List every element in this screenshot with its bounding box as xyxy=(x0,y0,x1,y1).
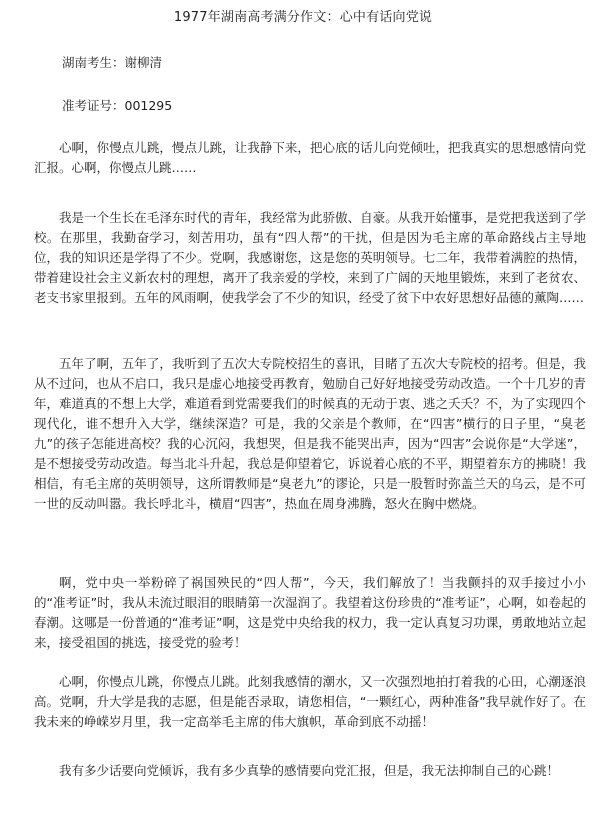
essay-paragraph: 心啊，你慢点儿跳，你慢点儿跳。此刻我感情的潮水，又一次强烈地拍打着我的心田，心潮逐浪高。党啊，升大学是我的志愿，但是能否录取，请您相信，“一颗红心，两种准备”我早就作好了。在我未来的峥嵘岁月里，我一定高举毛主席的伟大旗帜，革命到底不动摇！ xyxy=(34,674,586,729)
examinee-line: 湖南考生：谢柳清 xyxy=(62,55,163,70)
essay-paragraph: 五年了啊，五年了，我听到了五次大专院校招生的喜讯，目睹了五次大专院校的招考。但是，我从不过问，也从不启口，我只是虚心地接受再教育，勉励自己好好地接受劳动改造。一个十几岁的青年，难道真的不想上大学，难道看到党需要我们的时候真的无动于衷、逃之夭夭？不，为了实现四个现代化，谁不想升入大学，继续深造？可是，我的父亲是个教师，在“四害”横行的日子里，“臭老九”的孩子怎能进高校？我的心沉闷，我想哭，但是我不能哭出声，因为“四害”会说你是“大学迷”，是不想接受劳动改造。每当北斗升起，我总是仰望着它，诉说着心底的不平，期望着东方的拂晓！我相信，有毛主席的英明领导，这所谓教师是“臭老九”的谬论，只是一股暂时弥盖兰天的乌云，是不可一世的反动叫嚣。我长呼北斗，横眉“四害”，热血在周身沸腾，怒火在胸中燃烧。 xyxy=(34,356,586,511)
essay-title: 1977年湖南高考满分作文：心中有话向党说 xyxy=(173,10,433,25)
essay-paragraph: 我有多少话要向党倾诉，我有多少真挚的感情要向党汇报，但是，我无法抑制自己的心跳！ xyxy=(59,763,560,778)
essay-paragraph: 啊，党中央一举粉碎了祸国殃民的“四人帮”，今天，我们解放了！当我颤抖的双手接过小小的“准考证”时，我从未流过眼泪的眼睛第一次湿润了。我望着这份珍贵的“准考证”，心啊，如卷起的春潮。这哪是一份普通的“准考证”啊，这是党中央给我的权力，我一定认真复习功课，勇敢地站立起来，接受祖国的挑选，接受党的验考！ xyxy=(34,575,586,650)
ticket-number-line: 准考证号：001295 xyxy=(62,98,173,113)
essay-paragraph: 心啊，你慢点儿跳，慢点儿跳，让我静下来，把心底的话儿向党倾吐，把我真实的思想感情向党汇报。心啊，你慢点儿跳…… xyxy=(34,140,586,175)
essay-paragraph: 我是一个生长在毛泽东时代的青年，我经常为此骄傲、自豪。从我开始懂事，是党把我送到了学校。在那里，我勤奋学习，刻苦用功，虽有“四人帮”的干扰，但是因为毛主席的革命路线占主导地位，我的知识还是学得了不少。党啊，我感谢您，这是您的英明领导。七二年，我带着满腔的热情，带着建设社会主义新农村的理想，离开了我亲爱的学校，来到了广阔的天地里锻炼，来到了老贫农、老支书家里报到。五年的风雨啊，使我学会了不少的知识，经受了贫下中农好思想好品德的薰陶…… xyxy=(34,210,586,305)
